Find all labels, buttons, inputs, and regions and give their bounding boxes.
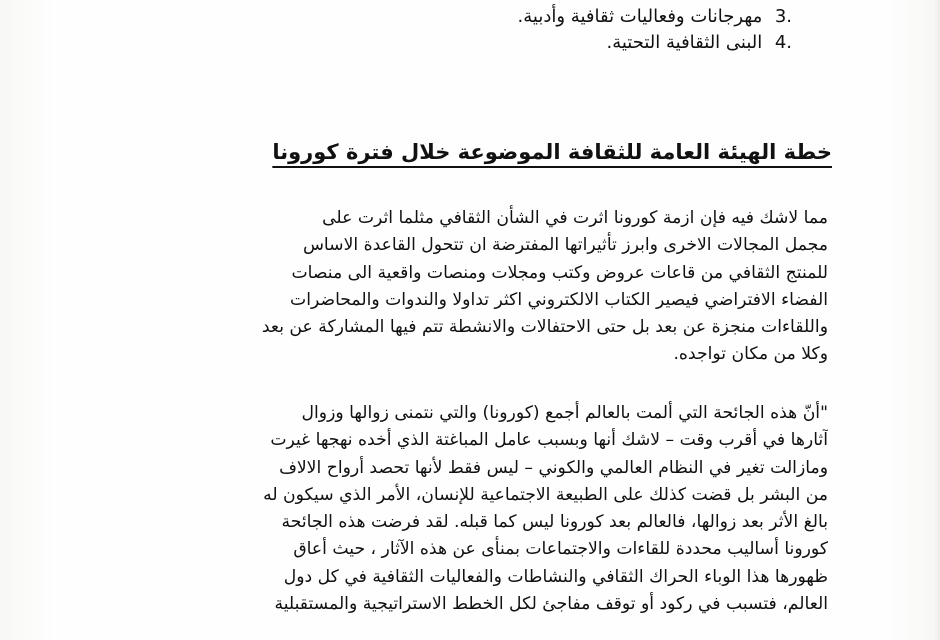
paragraph-line: "أنّ هذه الجائحة التي ألمت بالعالم أجمع (كورونا) والتي نتمنى زوالها وزوال [301, 403, 828, 423]
paragraph-line: مما لاشك فيه فإن ازمة كورونا اثرت في الشأن الثقافي مثلما اثرت على [322, 208, 828, 228]
paragraph-line: آثارها في أقرب وقت – لاشك أنها وبسبب عامل المباغتة الذي أخده نهجها غيرت [270, 430, 828, 451]
list-item-number: 4. [774, 32, 792, 53]
paragraph-line: للمنتج الثقافي من قاعات عروض وكتب ومجلات ومنصات واقعية الى منصات [291, 262, 828, 283]
list-item-number: 3. [774, 6, 792, 27]
paragraph-line: من البشر بل قضت كذلك على الطبيعة الاجتماعية للإنسان، الأمر الذي سيكون له [263, 484, 828, 505]
paragraph-1 [123, 205, 828, 369]
paragraph-2 [123, 400, 828, 618]
section-heading: خطة الهيئة العامة للثقافة الموضوعة خلال فترة كورونا [272, 140, 832, 164]
paragraph-line: مجمل المجالات الاخرى وابرز تأثيراتها المفترضة ان تتحول القاعدة الاساس [302, 235, 828, 256]
list-item-text: البنى الثقافية التحتية. [606, 32, 763, 53]
list-item [192, 4, 792, 30]
scan-edge-shadow [934, 0, 940, 640]
numbered-list [192, 4, 792, 56]
paragraph-line: الفضاء الافتراضي فيصير الكتاب الالكتروني اكثر تداولا والندوات والمحاضرات [290, 289, 828, 310]
list-item-text: مهرجانات وفعاليات ثقافية وأدبية. [517, 6, 763, 27]
paragraph-line: ظهورها هذا الوباء الحراك الثقافي والنشاطات والفعاليات الثقافية في كل دول [283, 566, 828, 587]
paragraph-line: بالغ الأثر بعد زوالها، فالعالم بعد كورونا ليس كما قبله. لقد فرضت هذه الجائحة [281, 512, 828, 533]
paragraph-line: كورونا أساليب محددة للقاءات والاجتماعات بمنأى عن هذه الآثار ، حيث أعاق [293, 539, 828, 560]
paragraph-line: العالم، فتسبب في ركود أو توقف مفاجئ لكل الخطط الاستراتيجية والمستقبلية [274, 594, 828, 615]
list-item [192, 30, 792, 56]
paragraph-line: واللقاءات منجزة عن بعد بل حتى الاحتفالات والانشطة تتم فيها المشاركة عن بعد [261, 317, 828, 338]
paragraph-line: وكلا من مكان تواجده. [673, 344, 828, 365]
paragraph-line: ومازالت تغير في النظام العالمي والكوني – ليس فقط لأنها تحصد أرواح الالاف [279, 457, 828, 478]
